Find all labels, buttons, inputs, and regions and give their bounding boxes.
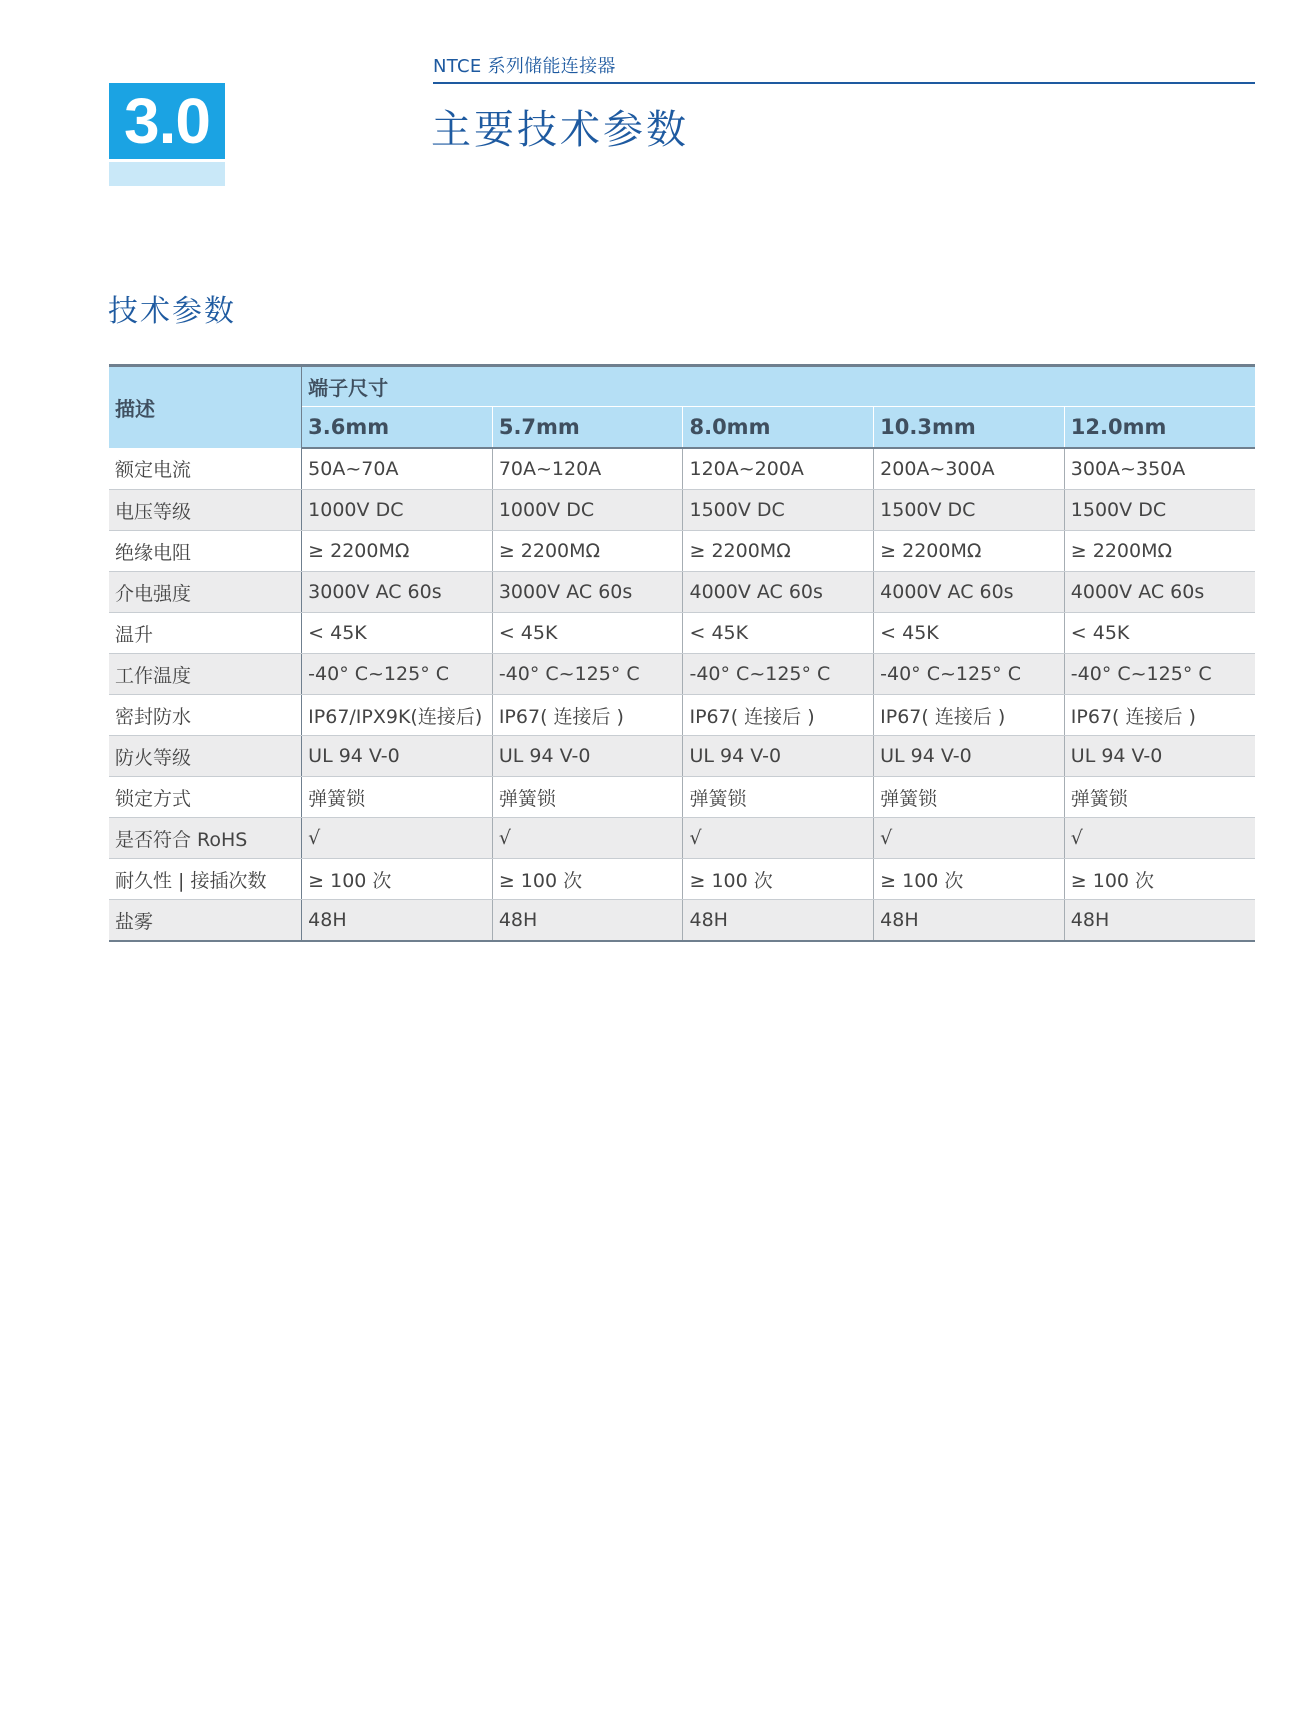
table-cell: ≥ 100 次: [302, 859, 493, 900]
table-cell: 300A~350A: [1064, 448, 1255, 490]
table-cell: ≥ 100 次: [1064, 859, 1255, 900]
spec-table-body: [109, 448, 1255, 941]
table-row: [109, 448, 1255, 490]
row-label: 电压等级: [109, 490, 302, 531]
table-cell: ≥ 2200MΩ: [302, 531, 493, 572]
table-cell: 48H: [492, 900, 683, 942]
page-title: 主要技术参数: [431, 107, 689, 153]
table-cell: ≥ 100 次: [492, 859, 683, 900]
size-header: 10.3mm: [874, 407, 1065, 449]
table-cell: 70A~120A: [492, 448, 683, 490]
table-cell: 48H: [874, 900, 1065, 942]
table-cell: ≥ 100 次: [683, 859, 874, 900]
table-cell: UL 94 V-0: [492, 736, 683, 777]
table-cell: √: [683, 818, 874, 859]
table-cell: IP67/IPX9K(连接后): [302, 695, 493, 736]
table-cell: 120A~200A: [683, 448, 874, 490]
row-label: 防火等级: [109, 736, 302, 777]
table-cell: IP67( 连接后 ): [1064, 695, 1255, 736]
chapter-number-badge: 3.0: [109, 83, 225, 159]
table-row: [109, 818, 1255, 859]
table-cell: -40° C~125° C: [874, 654, 1065, 695]
row-label: 是否符合 RoHS: [109, 818, 302, 859]
desc-header: 描述: [109, 366, 302, 449]
table-cell: √: [492, 818, 683, 859]
size-header: 12.0mm: [1064, 407, 1255, 449]
table-cell: √: [1064, 818, 1255, 859]
size-header: 5.7mm: [492, 407, 683, 449]
table-cell: 1500V DC: [683, 490, 874, 531]
table-cell: -40° C~125° C: [492, 654, 683, 695]
table-row: [109, 736, 1255, 777]
table-cell: 3000V AC 60s: [492, 572, 683, 613]
table-cell: 48H: [302, 900, 493, 942]
table-cell: 弹簧锁: [492, 777, 683, 818]
table-cell: UL 94 V-0: [874, 736, 1065, 777]
table-cell: ≥ 100 次: [874, 859, 1065, 900]
table-cell: -40° C~125° C: [683, 654, 874, 695]
table-cell: -40° C~125° C: [302, 654, 493, 695]
table-cell: < 45K: [492, 613, 683, 654]
table-cell: 48H: [1064, 900, 1255, 942]
table-row: [109, 695, 1255, 736]
row-label: 绝缘电阻: [109, 531, 302, 572]
table-cell: ≥ 2200MΩ: [492, 531, 683, 572]
table-cell: ≥ 2200MΩ: [874, 531, 1065, 572]
row-label: 盐雾: [109, 900, 302, 942]
table-cell: 1500V DC: [1064, 490, 1255, 531]
table-cell: 弹簧锁: [302, 777, 493, 818]
table-cell: 弹簧锁: [874, 777, 1065, 818]
table-cell: 1500V DC: [874, 490, 1065, 531]
table-cell: 4000V AC 60s: [1064, 572, 1255, 613]
table-cell: UL 94 V-0: [1064, 736, 1255, 777]
table-row: [109, 900, 1255, 942]
header-divider: [433, 82, 1255, 84]
section-title: 技术参数: [108, 294, 236, 329]
table-row: [109, 572, 1255, 613]
table-cell: 弹簧锁: [683, 777, 874, 818]
table-cell: < 45K: [683, 613, 874, 654]
table-row: [109, 613, 1255, 654]
table-cell: √: [302, 818, 493, 859]
table-cell: IP67( 连接后 ): [874, 695, 1065, 736]
table-cell: 弹簧锁: [1064, 777, 1255, 818]
row-label: 锁定方式: [109, 777, 302, 818]
table-row: [109, 777, 1255, 818]
row-label: 温升: [109, 613, 302, 654]
table-row: [109, 531, 1255, 572]
table-cell: 4000V AC 60s: [683, 572, 874, 613]
table-cell: ≥ 2200MΩ: [683, 531, 874, 572]
table-cell: 1000V DC: [492, 490, 683, 531]
row-label: 介电强度: [109, 572, 302, 613]
series-title: NTCE 系列储能连接器: [433, 56, 616, 77]
table-cell: 50A~70A: [302, 448, 493, 490]
table-cell: < 45K: [1064, 613, 1255, 654]
row-label: 额定电流: [109, 448, 302, 490]
table-cell: 1000V DC: [302, 490, 493, 531]
terminal-size-header: 端子尺寸: [302, 366, 1255, 407]
table-cell: √: [874, 818, 1065, 859]
table-cell: IP67( 连接后 ): [683, 695, 874, 736]
size-header: 8.0mm: [683, 407, 874, 449]
table-cell: 3000V AC 60s: [302, 572, 493, 613]
row-label: 耐久性 | 接插次数: [109, 859, 302, 900]
table-cell: 200A~300A: [874, 448, 1065, 490]
table-cell: 48H: [683, 900, 874, 942]
size-header: 3.6mm: [302, 407, 493, 449]
row-label: 工作温度: [109, 654, 302, 695]
table-row: [109, 654, 1255, 695]
table-row: [109, 490, 1255, 531]
table-cell: 4000V AC 60s: [874, 572, 1065, 613]
table-cell: -40° C~125° C: [1064, 654, 1255, 695]
table-cell: < 45K: [874, 613, 1065, 654]
table-row: [109, 859, 1255, 900]
row-label: 密封防水: [109, 695, 302, 736]
table-cell: IP67( 连接后 ): [492, 695, 683, 736]
table-cell: < 45K: [302, 613, 493, 654]
chapter-badge-underlay: [109, 162, 225, 186]
table-cell: UL 94 V-0: [683, 736, 874, 777]
table-cell: ≥ 2200MΩ: [1064, 531, 1255, 572]
spec-table: [109, 364, 1255, 942]
table-cell: UL 94 V-0: [302, 736, 493, 777]
